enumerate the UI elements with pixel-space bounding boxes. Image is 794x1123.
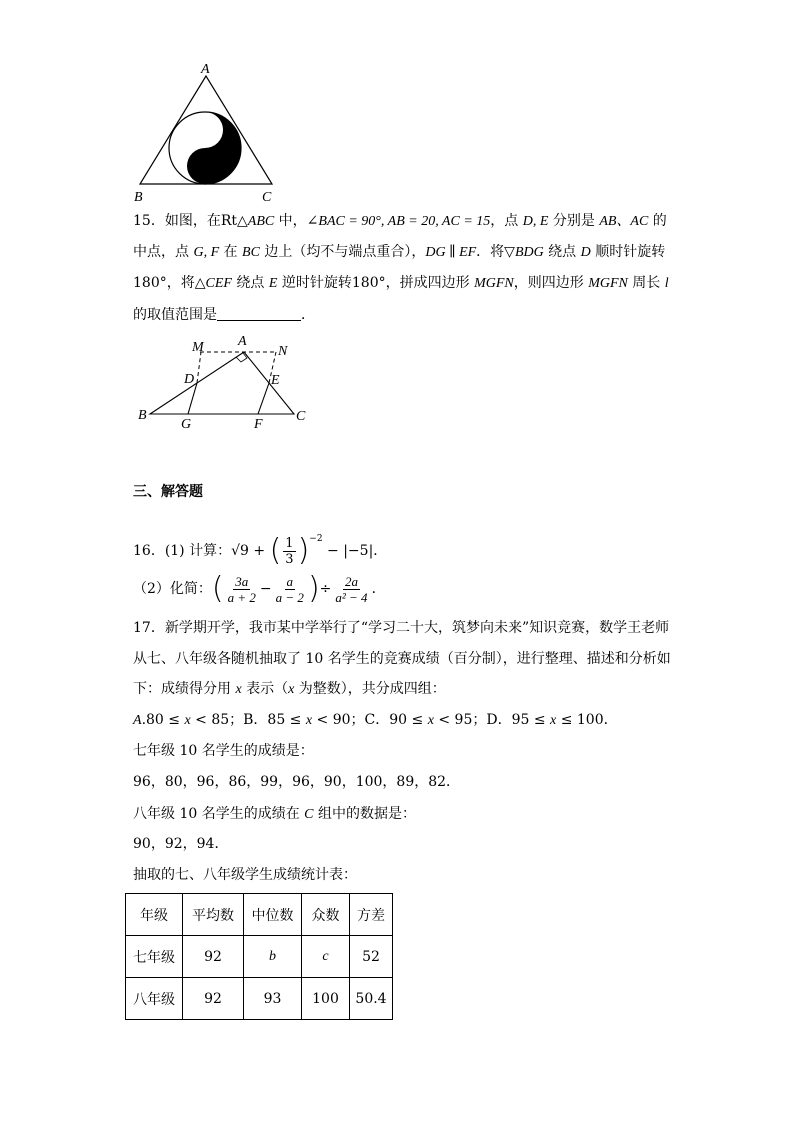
text: ，将 bbox=[166, 275, 195, 291]
text: ． bbox=[373, 543, 388, 559]
q17-line7 bbox=[133, 804, 416, 825]
numerator: a bbox=[286, 573, 294, 589]
text: MGFN bbox=[474, 276, 514, 291]
text: A bbox=[133, 713, 142, 728]
stats-table bbox=[125, 893, 393, 1020]
text: − bbox=[259, 581, 272, 597]
text: x bbox=[427, 713, 434, 728]
text: E bbox=[268, 276, 278, 291]
text: ，拼成四边形 bbox=[385, 275, 475, 291]
text: 的 bbox=[648, 213, 667, 229]
text: ∠BAC = 90°, AB = 20, AC = 15 bbox=[306, 214, 491, 229]
header-cell: 平均数 bbox=[183, 894, 244, 936]
text: ÷ bbox=[319, 581, 332, 597]
text: 中点，点 bbox=[133, 244, 194, 260]
sqrt: √9 bbox=[231, 543, 249, 559]
text: 16．(1) 计算： bbox=[133, 543, 232, 559]
table-cell: 七年级 bbox=[126, 936, 183, 978]
yinyang-icon bbox=[169, 112, 241, 184]
table-cell: 92 bbox=[183, 978, 244, 1020]
q15-line2 bbox=[133, 242, 665, 263]
text: 表示（ bbox=[241, 681, 289, 697]
label-c: C bbox=[296, 409, 306, 424]
text: ▽BDG bbox=[504, 245, 544, 260]
text: 在 bbox=[219, 244, 243, 260]
text: ． bbox=[301, 307, 315, 323]
text: DG ∥ EF bbox=[425, 245, 477, 260]
table-cell: 八年级 bbox=[126, 978, 183, 1020]
q15-line3 bbox=[133, 273, 669, 294]
table-cell: 92 bbox=[183, 936, 244, 978]
text: − |−5| bbox=[322, 543, 374, 559]
text: △CEF bbox=[194, 276, 232, 291]
table-row bbox=[126, 936, 393, 978]
text: 边上（均不与端点重合）， bbox=[259, 244, 426, 260]
table-header-row bbox=[126, 894, 393, 936]
table-cell: 100 bbox=[302, 978, 350, 1020]
numerator: 1 bbox=[285, 535, 294, 551]
text: ，则四边形 bbox=[513, 275, 589, 291]
q15-line4 bbox=[133, 305, 315, 325]
q17-line1: 17．新学期开学，我市某中学举行了“学习二十大，筑梦向未来”知识竞赛，数学王老师 bbox=[133, 620, 670, 636]
text: 为整数），共分成四组： bbox=[294, 681, 446, 697]
text: 中， bbox=[274, 213, 307, 229]
fraction bbox=[283, 536, 295, 567]
fraction bbox=[226, 574, 258, 605]
q17-line5: 七年级 10 名学生的成绩是： bbox=[133, 743, 314, 759]
text: ． bbox=[371, 581, 386, 597]
text: 绕点 bbox=[543, 244, 581, 260]
denominator: a + 2 bbox=[227, 589, 256, 605]
label-n: N bbox=[278, 344, 288, 359]
text: l bbox=[664, 276, 669, 291]
q17-line9: 抽取的七、八年级学生成绩统计表： bbox=[133, 867, 357, 883]
figure-14-triangle-yinyang bbox=[130, 58, 280, 208]
table-cell: 50.4 bbox=[350, 978, 393, 1020]
paren-close: ) bbox=[297, 533, 310, 568]
text: BC bbox=[242, 245, 260, 260]
text: 逆时针旋转 bbox=[277, 275, 352, 291]
label-c: C bbox=[262, 190, 272, 205]
text: D, E bbox=[522, 214, 549, 229]
paren-open: ( bbox=[269, 533, 282, 568]
table-cell: c bbox=[302, 936, 350, 978]
text: 180° bbox=[351, 275, 386, 291]
paren-open: ( bbox=[211, 571, 224, 606]
paren-close: ) bbox=[307, 571, 320, 606]
text: ，点 bbox=[490, 213, 523, 229]
label-a: A bbox=[201, 62, 210, 77]
label-m: M bbox=[192, 340, 204, 355]
text: .80 ≤ bbox=[141, 712, 185, 728]
table-cell: 93 bbox=[244, 978, 302, 1020]
q15-line1 bbox=[133, 211, 667, 232]
text: x bbox=[550, 713, 557, 728]
q17-line4 bbox=[133, 710, 618, 731]
label-f: F bbox=[254, 417, 263, 432]
text: AB、AC bbox=[599, 214, 649, 229]
q17-line3 bbox=[133, 679, 446, 700]
text: （2）化简： bbox=[133, 581, 212, 597]
q16-part2 bbox=[133, 569, 386, 609]
fraction bbox=[333, 574, 369, 605]
numerator: 3a bbox=[235, 573, 249, 589]
denominator: a − 2 bbox=[275, 589, 304, 605]
header-cell: 众数 bbox=[302, 894, 350, 936]
exponent: −2 bbox=[309, 534, 323, 544]
text: 绕点 bbox=[231, 275, 269, 291]
answer-blank bbox=[217, 306, 301, 321]
q17-line8: 90，92，94． bbox=[133, 836, 229, 852]
label-b: B bbox=[134, 190, 143, 205]
text: x bbox=[305, 713, 313, 728]
table-cell: b bbox=[244, 936, 302, 978]
header-cell: 年级 bbox=[126, 894, 183, 936]
text: < 85；B．85 ≤ bbox=[190, 712, 306, 728]
text: + bbox=[248, 543, 270, 559]
header-cell: 中位数 bbox=[244, 894, 302, 936]
denominator: 3 bbox=[285, 551, 294, 567]
fraction bbox=[274, 574, 306, 605]
text: 八年级 10 名学生的成绩在 bbox=[133, 806, 305, 822]
text: 周长 bbox=[627, 275, 665, 291]
text: 的取值范围是 bbox=[133, 307, 217, 323]
text: 顺时针旋转 bbox=[590, 244, 666, 260]
denominator: a² − 4 bbox=[335, 589, 368, 605]
text: C bbox=[304, 807, 314, 822]
label-d: D bbox=[184, 372, 195, 387]
table-cell: 52 bbox=[350, 936, 393, 978]
text: x bbox=[184, 713, 191, 728]
text: Rt△ bbox=[220, 213, 248, 229]
table-row bbox=[126, 978, 393, 1020]
q17-line2: 从七、八年级各随机抽取了 10 名学生的竞赛成绩（百分制），进行整理、描述和分析如 bbox=[133, 651, 671, 667]
header-cell: 方差 bbox=[350, 894, 393, 936]
text: ≤ 100． bbox=[556, 712, 618, 728]
q16-part1 bbox=[133, 521, 388, 568]
text: < 95；D．95 ≤ bbox=[433, 712, 551, 728]
text: x bbox=[235, 682, 242, 697]
text: 组中的数据是： bbox=[313, 806, 416, 822]
text: ABC bbox=[247, 214, 275, 229]
text: 15．如图，在 bbox=[133, 213, 221, 229]
label-g: G bbox=[181, 417, 192, 432]
numerator: 2a bbox=[344, 573, 358, 589]
text: D bbox=[580, 245, 591, 260]
label-a: A bbox=[238, 334, 247, 349]
q17-line6: 96，80，96，86，99，96，90，100，89，82． bbox=[133, 774, 461, 790]
label-b: B bbox=[138, 408, 147, 423]
section-heading: 三、解答题 bbox=[133, 484, 203, 500]
figure-15-quadrilateral bbox=[130, 333, 320, 433]
text: x bbox=[288, 682, 295, 697]
label-e: E bbox=[271, 373, 280, 388]
text: 180° bbox=[133, 275, 167, 291]
text: 分别是 bbox=[548, 213, 600, 229]
text: ．将 bbox=[476, 244, 505, 260]
text: G, F bbox=[193, 245, 220, 260]
text: 下：成绩得分用 bbox=[133, 681, 236, 697]
text: MGFN bbox=[588, 276, 628, 291]
text: < 90；C．90 ≤ bbox=[312, 712, 428, 728]
